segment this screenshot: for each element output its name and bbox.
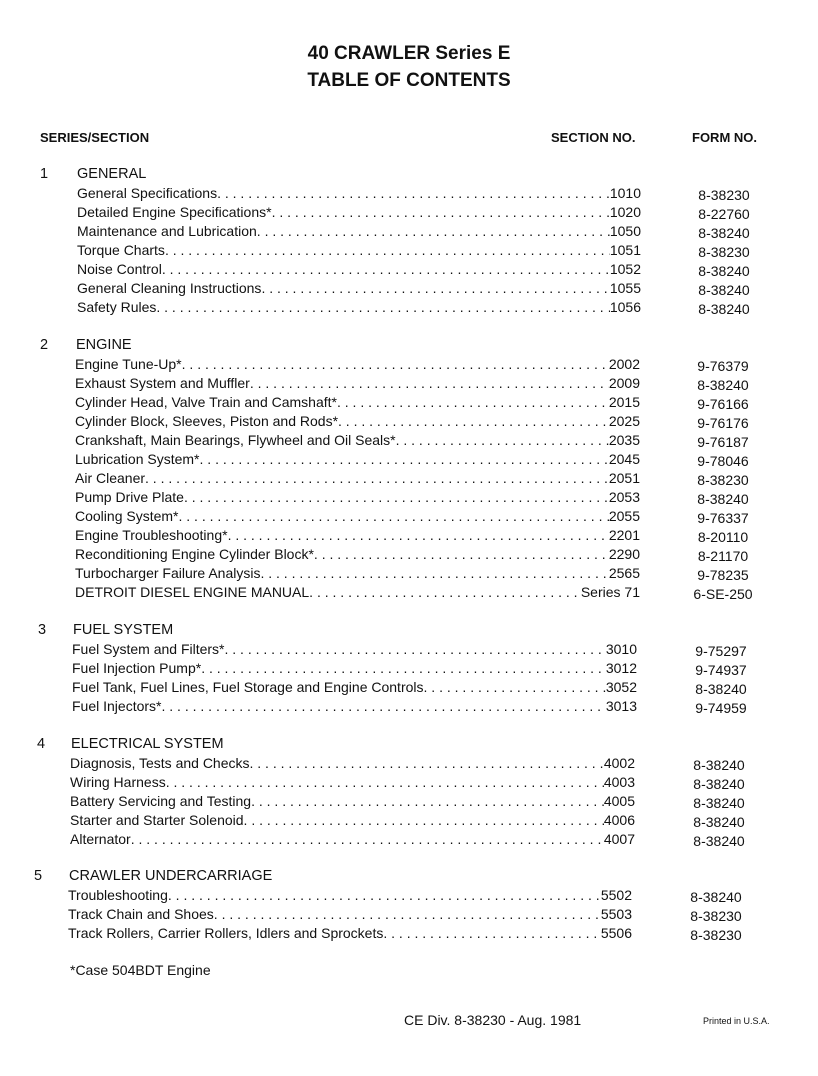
entry-title: Cooling System* — [75, 508, 179, 524]
dot-leader — [182, 356, 609, 372]
entry-title: Torque Charts — [77, 242, 165, 258]
entry-leader-line — [70, 793, 635, 809]
entry-leader-line — [75, 489, 640, 505]
entry-form-number: 8-22760 — [698, 206, 750, 222]
entry-title: Noise Control — [77, 261, 162, 277]
dot-leader — [145, 470, 609, 486]
entry-section-number: 4003 — [603, 774, 635, 790]
dot-leader — [131, 831, 604, 847]
toc-section — [0, 337, 818, 603]
section-heading — [0, 337, 818, 356]
entry-leader-line — [70, 812, 635, 828]
dot-leader — [162, 261, 610, 277]
entry-section-number: 2015 — [608, 394, 640, 410]
entry-leader-line — [75, 546, 640, 562]
section-title: GENERAL — [77, 166, 147, 182]
entry-section-number: 2025 — [608, 413, 640, 429]
footer-division: CE Div. 8-38230 - Aug. 1981 — [404, 1012, 582, 1028]
dot-leader — [201, 660, 606, 676]
dot-leader — [250, 375, 609, 391]
entry-section-number: 2565 — [608, 565, 640, 581]
section-heading — [0, 868, 818, 887]
entry-title: Wiring Harness — [70, 774, 166, 790]
column-header-series: SERIES/SECTION — [40, 130, 150, 145]
entry-leader-line — [68, 887, 632, 903]
document-subtitle: TABLE OF CONTENTS — [307, 70, 511, 91]
toc-entry — [0, 565, 818, 584]
section-number: 3 — [38, 622, 47, 638]
toc-entry — [0, 451, 818, 470]
entry-title: General Cleaning Instructions — [77, 280, 262, 296]
dot-leader — [168, 887, 601, 903]
entry-title: Engine Tune-Up* — [75, 356, 182, 372]
entry-title: Troubleshooting — [68, 887, 168, 903]
dot-leader — [261, 280, 609, 296]
toc-section — [0, 622, 818, 717]
entry-form-number: 8-38240 — [698, 263, 750, 279]
entry-section-number: 5503 — [600, 906, 632, 922]
entry-leader-line — [77, 223, 641, 239]
entry-leader-line — [75, 470, 640, 486]
dot-leader — [225, 641, 606, 657]
dot-leader — [161, 698, 605, 714]
toc-section — [0, 736, 818, 850]
entry-section-number: 1056 — [609, 299, 641, 315]
section-title: CRAWLER UNDERCARRIAGE — [69, 868, 273, 884]
entry-form-number: 9-75297 — [695, 643, 747, 659]
entry-form-number: 8-38240 — [693, 776, 745, 792]
entry-section-number: 1020 — [609, 204, 641, 220]
dot-leader — [217, 185, 610, 201]
entry-title: Engine Troubleshooting* — [75, 527, 228, 543]
section-title: ENGINE — [76, 337, 132, 353]
entry-section-number: 3013 — [605, 698, 637, 714]
dot-leader — [214, 906, 601, 922]
entry-leader-line — [72, 679, 637, 695]
section-title: ELECTRICAL SYSTEM — [71, 736, 224, 752]
entry-form-number: 8-38240 — [693, 833, 745, 849]
entry-section-number: 5506 — [600, 925, 632, 941]
entry-section-number: 3010 — [605, 641, 637, 657]
toc-entry — [0, 508, 818, 527]
entry-leader-line — [77, 185, 641, 201]
dot-leader — [165, 242, 610, 258]
toc-entry — [0, 660, 818, 679]
toc-entry — [0, 356, 818, 375]
toc-entry — [0, 185, 818, 204]
dot-leader — [156, 299, 609, 315]
entry-section-number: Series 71 — [580, 584, 640, 600]
dot-leader — [228, 527, 609, 543]
section-heading — [0, 736, 818, 755]
column-header-form: FORM NO. — [692, 130, 757, 145]
entry-leader-line — [75, 413, 640, 429]
entry-leader-line — [70, 755, 635, 771]
entry-title: Fuel System and Filters* — [72, 641, 225, 657]
footer-printed: Printed in U.S.A. — [703, 1016, 770, 1026]
dot-leader — [251, 793, 604, 809]
entry-section-number: 1055 — [609, 280, 641, 296]
toc-entry — [0, 812, 818, 831]
entry-form-number: 8-38230 — [698, 187, 750, 203]
toc-entry — [0, 299, 818, 318]
dot-leader — [272, 204, 610, 220]
entry-form-number: 8-21170 — [697, 548, 749, 564]
entry-section-number: 1051 — [609, 242, 641, 258]
entry-leader-line — [75, 432, 640, 448]
entry-title: Crankshaft, Main Bearings, Flywheel and Oil Seals* — [75, 432, 396, 448]
section-number: 4 — [37, 736, 46, 752]
dot-leader — [200, 451, 609, 467]
entry-section-number: 5502 — [600, 887, 632, 903]
toc-entry — [0, 887, 818, 906]
entry-form-number: 8-38240 — [693, 795, 745, 811]
entry-title: Turbocharger Failure Analysis — [75, 565, 261, 581]
entry-form-number: 8-20110 — [697, 529, 749, 545]
section-number: 2 — [40, 337, 49, 353]
toc-entry — [0, 774, 818, 793]
entry-title: Air Cleaner — [75, 470, 146, 486]
entry-leader-line — [77, 299, 641, 315]
entry-section-number: 2045 — [608, 451, 640, 467]
entry-form-number: 8-38240 — [697, 491, 749, 507]
entry-form-number: 9-76379 — [697, 358, 749, 374]
toc-entry — [0, 261, 818, 280]
dot-leader — [383, 925, 600, 941]
entry-title: Cylinder Head, Valve Train and Camshaft* — [75, 394, 337, 410]
entry-form-number: 9-74959 — [695, 700, 747, 716]
toc-entry — [0, 546, 818, 565]
entry-section-number: 2051 — [608, 470, 640, 486]
entry-title: Alternator — [70, 831, 131, 847]
section-heading — [0, 622, 818, 641]
entry-title: Safety Rules — [77, 299, 157, 315]
toc-entry — [0, 375, 818, 394]
entry-form-number: 8-38240 — [693, 814, 745, 830]
toc-entry — [0, 679, 818, 698]
entry-leader-line — [75, 565, 640, 581]
entry-title: Starter and Starter Solenoid — [70, 812, 244, 828]
entry-leader-line — [72, 660, 637, 676]
toc-entry — [0, 925, 818, 944]
entry-leader-line — [77, 204, 641, 220]
entry-section-number: 4005 — [603, 793, 635, 809]
entry-section-number: 2053 — [608, 489, 640, 505]
entry-form-number: 8-38240 — [698, 225, 750, 241]
entry-form-number: 8-38240 — [690, 889, 742, 905]
entry-form-number: 9-78235 — [697, 567, 749, 583]
entry-form-number: 9-76176 — [697, 415, 749, 431]
entry-section-number: 2035 — [608, 432, 640, 448]
entry-section-number: 2002 — [608, 356, 640, 372]
dot-leader — [337, 394, 609, 410]
entry-section-number: 3012 — [605, 660, 637, 676]
entry-section-number: 1010 — [609, 185, 641, 201]
dot-leader — [396, 432, 609, 448]
entry-leader-line — [77, 242, 641, 258]
footnote: *Case 504BDT Engine — [70, 962, 211, 978]
entry-form-number: 8-38230 — [698, 244, 750, 260]
entry-leader-line — [70, 774, 635, 790]
dot-leader — [166, 774, 604, 790]
toc-section — [0, 166, 818, 318]
section-title: FUEL SYSTEM — [73, 622, 174, 638]
entry-form-number: 8-38240 — [698, 282, 750, 298]
entry-section-number: 4007 — [603, 831, 635, 847]
entry-leader-line — [75, 356, 640, 372]
entry-form-number: 8-38240 — [693, 757, 745, 773]
toc-entry — [0, 242, 818, 261]
dot-leader — [309, 584, 581, 600]
entry-form-number: 8-38240 — [697, 377, 749, 393]
entry-form-number: 8-38230 — [690, 927, 742, 943]
entry-leader-line — [75, 508, 640, 524]
entry-form-number: 8-38230 — [690, 908, 742, 924]
entry-title: Lubrication System* — [75, 451, 200, 467]
dot-leader — [250, 755, 604, 771]
toc-entry — [0, 413, 818, 432]
entry-form-number: 9-78046 — [697, 453, 749, 469]
document-title: 40 CRAWLER Series E — [307, 43, 511, 64]
toc-entry — [0, 698, 818, 717]
entry-form-number: 9-76187 — [697, 434, 749, 450]
section-number: 1 — [40, 166, 49, 182]
entry-title: Exhaust System and Muffler — [75, 375, 250, 391]
dot-leader — [179, 508, 609, 524]
entry-leader-line — [70, 831, 635, 847]
entry-section-number: 2055 — [608, 508, 640, 524]
entry-leader-line — [75, 394, 640, 410]
entry-leader-line — [75, 584, 640, 600]
entry-title: DETROIT DIESEL ENGINE MANUAL — [75, 584, 310, 600]
toc-entry — [0, 527, 818, 546]
entry-leader-line — [75, 451, 640, 467]
toc-section — [0, 868, 818, 944]
dot-leader — [314, 546, 609, 562]
toc-entry — [0, 906, 818, 925]
entry-form-number: 9-76337 — [697, 510, 749, 526]
entry-section-number: 1050 — [609, 223, 641, 239]
dot-leader — [244, 812, 604, 828]
entry-section-number: 3052 — [605, 679, 637, 695]
toc-entry — [0, 641, 818, 660]
toc-entry — [0, 489, 818, 508]
entry-leader-line — [68, 925, 632, 941]
dot-leader — [338, 413, 609, 429]
entry-section-number: 1052 — [609, 261, 641, 277]
entry-title: Maintenance and Lubrication — [77, 223, 257, 239]
entry-section-number: 4006 — [603, 812, 635, 828]
entry-section-number: 2201 — [608, 527, 640, 543]
entry-title: Battery Servicing and Testing — [70, 793, 252, 809]
toc-entry — [0, 755, 818, 774]
toc-entry — [0, 204, 818, 223]
entry-section-number: 4002 — [603, 755, 635, 771]
entry-form-number: 6-SE-250 — [693, 586, 753, 602]
dot-leader — [260, 565, 608, 581]
entry-title: Track Rollers, Carrier Rollers, Idlers and Sprockets — [68, 925, 384, 941]
entry-section-number: 2290 — [608, 546, 640, 562]
entry-form-number: 9-76166 — [697, 396, 749, 412]
section-heading — [0, 166, 818, 185]
entry-title: Reconditioning Engine Cylinder Block* — [75, 546, 314, 562]
entry-title: Diagnosis, Tests and Checks — [70, 755, 250, 771]
dot-leader — [257, 223, 610, 239]
entry-leader-line — [72, 698, 637, 714]
toc-entry — [0, 793, 818, 812]
entry-title: Pump Drive Plate — [75, 489, 184, 505]
entry-title: Fuel Injection Pump* — [72, 660, 202, 676]
entry-leader-line — [68, 906, 632, 922]
entry-title: Detailed Engine Specifications* — [77, 204, 272, 220]
toc-entry — [0, 584, 818, 603]
dot-leader — [424, 679, 606, 695]
section-number: 5 — [34, 868, 43, 884]
entry-title: Cylinder Block, Sleeves, Piston and Rods* — [75, 413, 339, 429]
entry-form-number: 8-38240 — [695, 681, 747, 697]
entry-leader-line — [75, 527, 640, 543]
entry-title: General Specifications — [77, 185, 218, 201]
toc-entry — [0, 470, 818, 489]
entry-leader-line — [77, 261, 641, 277]
entry-title: Track Chain and Shoes — [68, 906, 214, 922]
toc-entry — [0, 831, 818, 850]
toc-entry — [0, 394, 818, 413]
entry-title: Fuel Tank, Fuel Lines, Fuel Storage and Engine Controls — [72, 679, 424, 695]
toc-entry — [0, 223, 818, 242]
entry-section-number: 2009 — [608, 375, 640, 391]
entry-title: Fuel Injectors* — [72, 698, 162, 714]
entry-form-number: 8-38230 — [697, 472, 749, 488]
entry-leader-line — [72, 641, 637, 657]
dot-leader — [184, 489, 609, 505]
column-header-section: SECTION NO. — [551, 130, 636, 145]
entry-form-number: 8-38240 — [698, 301, 750, 317]
entry-leader-line — [77, 280, 641, 296]
entry-form-number: 9-74937 — [695, 662, 747, 678]
entry-leader-line — [75, 375, 640, 391]
toc-entry — [0, 280, 818, 299]
toc-entry — [0, 432, 818, 451]
